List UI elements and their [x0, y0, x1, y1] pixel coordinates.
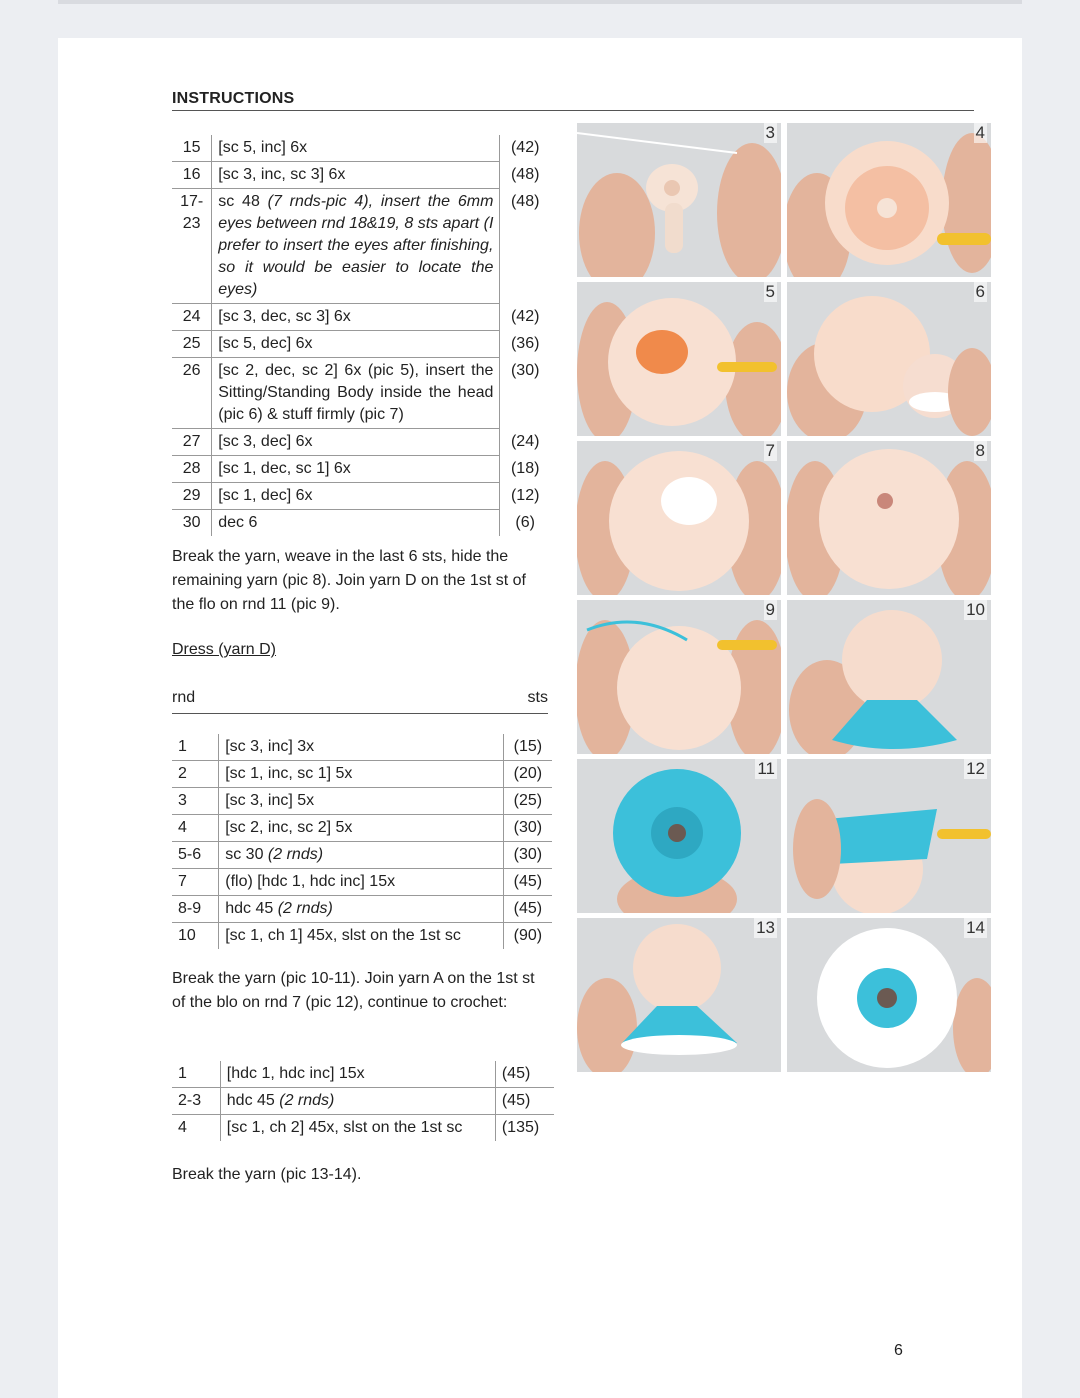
photo-4 [787, 123, 991, 277]
table-row: 2-3 hdc 45 (2 rnds) (45) [172, 1088, 554, 1115]
table-row: 17-23 sc 48 (7 rnds-pic 4), insert the 6mm eyes between rnd 18&19, 8 sts apart (I prefer to insert the eyes after finishing, so it would be easier to locate the eyes) (48) [172, 189, 550, 304]
dress-rounds-table [172, 734, 552, 949]
paragraph-join-yarn: Break the yarn (pic 10-11). Join yarn A on the 1st st of the blo on rnd 7 (pic 12), continue to crochet: [172, 970, 535, 1011]
photo-6 [787, 282, 991, 436]
table-row: 27 [sc 3, dec] 6x (24) [172, 429, 550, 456]
photo-number: 5 [765, 282, 775, 301]
photo-9-image [577, 600, 781, 754]
table-row: 8-9 hdc 45 (2 rnds) (45) [172, 896, 552, 923]
table-row: 2 [sc 1, inc, sc 1] 5x (20) [172, 761, 552, 788]
photo-9 [577, 600, 781, 754]
photo-number: 11 [757, 759, 775, 778]
photo-7-image [577, 441, 781, 595]
photo-13 [577, 918, 781, 1072]
photo-3 [577, 123, 781, 277]
table-row: 29 [sc 1, dec] 6x (12) [172, 483, 550, 510]
table-row: 1 [hdc 1, hdc inc] 15x (45) [172, 1061, 554, 1088]
photo-number: 7 [765, 441, 775, 460]
dress-heading: Dress (yarn D) [172, 641, 277, 658]
page-number: 6 [894, 1342, 903, 1359]
photo-10-image [787, 600, 991, 754]
table-row: 24 [sc 3, dec, sc 3] 6x (42) [172, 304, 550, 331]
paragraph-break-yarn: Break the yarn, weave in the last 6 sts, hide the remaining yarn (pic 8). Join yarn D on the 1st st of the flo on rnd 11 (pic 9). [172, 548, 526, 613]
photo-3-image [577, 123, 781, 277]
table-row: 15 [sc 5, inc] 6x (42) [172, 135, 550, 162]
paragraph-break-yarn-final: Break the yarn (pic 13-14). [172, 1166, 362, 1183]
photo-number: 3 [765, 123, 775, 142]
photo-12 [787, 759, 991, 913]
table-row: 3 [sc 3, inc] 5x (25) [172, 788, 552, 815]
photo-number: 9 [765, 600, 775, 619]
table-row: 26 [sc 2, dec, sc 2] 6x (pic 5), insert the Sitting/Standing Body inside the head (pic 6) & stuff firmly (pic 7) (30) [172, 358, 550, 429]
table-row: 30 dec 6 (6) [172, 510, 550, 537]
table-row: 4 [sc 1, ch 2] 45x, slst on the 1st sc (135) [172, 1115, 554, 1142]
photo-10 [787, 600, 991, 754]
photo-5-image [577, 282, 781, 436]
photo-number: 6 [975, 282, 985, 301]
photo-11 [577, 759, 781, 913]
column-header [172, 689, 548, 714]
photo-number: 10 [966, 600, 985, 619]
document-page [58, 38, 1022, 1398]
photo-14 [787, 918, 991, 1072]
photo-11-image [577, 759, 781, 913]
table-row: 28 [sc 1, dec, sc 1] 6x (18) [172, 456, 550, 483]
photo-13-image [577, 918, 781, 1072]
photo-5 [577, 282, 781, 436]
photo-number: 8 [975, 441, 985, 460]
photo-number: 12 [966, 759, 985, 778]
table-row: 5-6 sc 30 (2 rnds) (30) [172, 842, 552, 869]
table-row: 10 [sc 1, ch 1] 45x, slst on the 1st sc (90) [172, 923, 552, 950]
table-row: 16 [sc 3, inc, sc 3] 6x (48) [172, 162, 550, 189]
section-heading: INSTRUCTIONS [172, 90, 974, 111]
col-sts: sts [527, 689, 548, 706]
photo-number: 4 [975, 123, 985, 142]
photo-8-image [787, 441, 991, 595]
table-row: 1 [sc 3, inc] 3x (15) [172, 734, 552, 761]
photo-6-image [787, 282, 991, 436]
photo-8 [787, 441, 991, 595]
photo-4-image [787, 123, 991, 277]
photo-number: 13 [756, 918, 775, 937]
table-row: 7 (flo) [hdc 1, hdc inc] 15x (45) [172, 869, 552, 896]
col-rnd: rnd [172, 689, 196, 706]
photo-7 [577, 441, 781, 595]
photo-number: 14 [966, 918, 985, 937]
frill-rounds-table [172, 1061, 554, 1141]
top-scroll-bar [58, 0, 1022, 4]
head-rounds-table [172, 135, 550, 536]
photo-12-image [787, 759, 991, 913]
photo-14-image [787, 918, 991, 1072]
table-row: 4 [sc 2, inc, sc 2] 5x (30) [172, 815, 552, 842]
table-row: 25 [sc 5, dec] 6x (36) [172, 331, 550, 358]
